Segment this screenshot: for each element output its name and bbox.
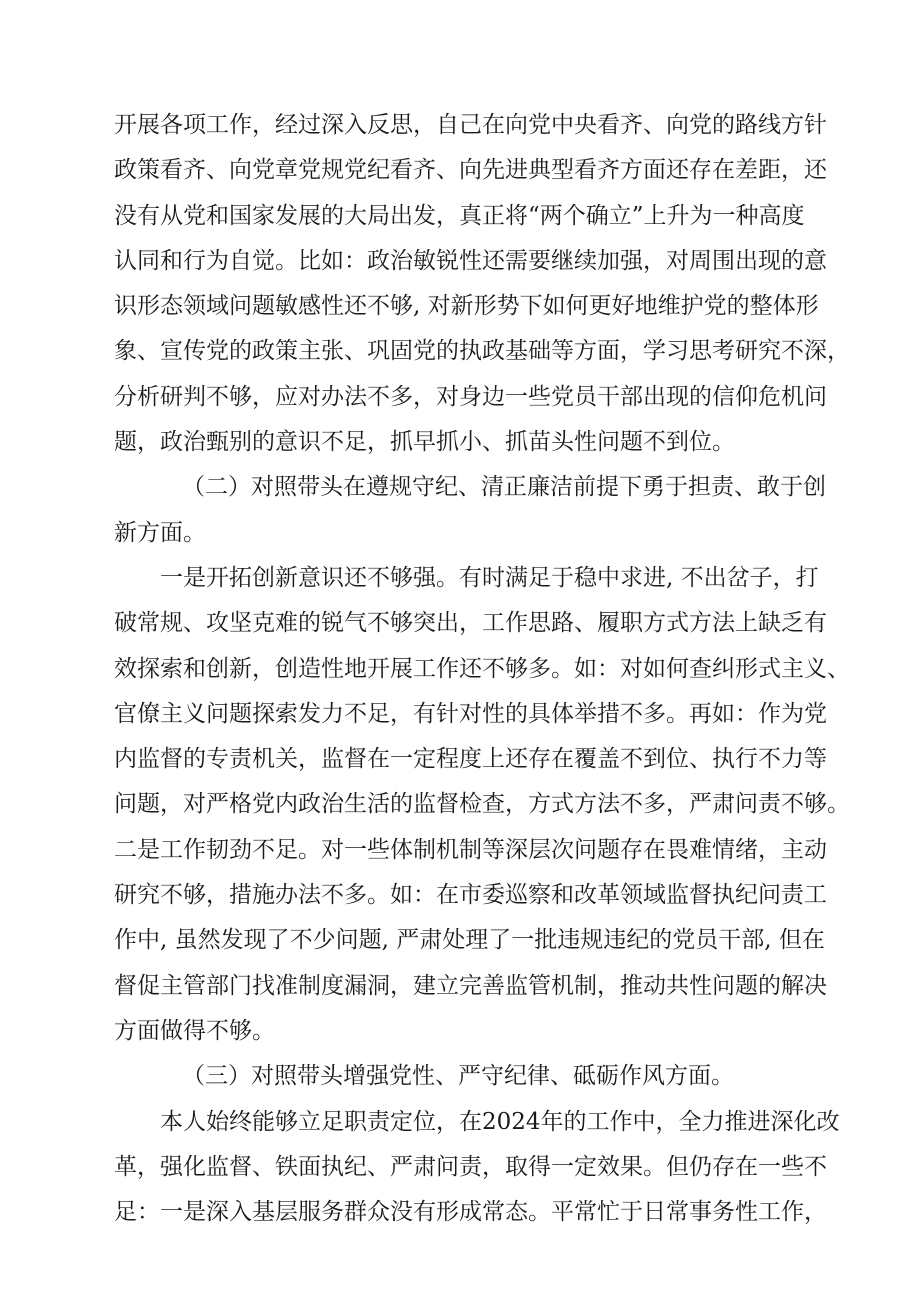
text-line: 象、宣传党的政策主张、巩固党的执政基础等方面，学习思考研究不深，: [114, 338, 850, 365]
text-line: 没有从党和国家发展的大局出发，真正将“两个确立”上升为一种高度: [114, 202, 805, 229]
text-line: 二是工作韧劲不足。对一些体制机制等深层次问题存在畏难情绪，主动: [114, 836, 827, 863]
section-heading: （二）对照带头在遵规守纪、清正廉洁前提下勇于担责、敢于创: [182, 474, 826, 501]
text-line: 效探索和创新，创造性地开展工作还不够多。如：对如何查纠形式主义、: [114, 655, 850, 682]
section-heading-continued: 新方面。: [114, 519, 206, 546]
section-heading: （三）对照带头增强党性、严守纪律、砥砺作风方面。: [182, 1063, 734, 1090]
document-body: [114, 103, 850, 1235]
text-line: 认同和行为自觉。比如：政治敏锐性还需要继续加强，对周围出现的意: [114, 247, 827, 274]
text-line: 题，政治甄别的意识不足，抓早抓小、抓苗头性问题不到位。: [114, 429, 735, 456]
text-line: 内监督的专责机关，监督在一定程度上还存在覆盖不到位、执行不力等: [114, 746, 827, 773]
text-line: 足：一是深入基层服务群众没有形成常态。平常忙于日常事务性工作，: [114, 1199, 827, 1226]
text-line: 研究不够，措施办法不多。如：在市委巡察和改革领域监督执纪问责工: [114, 882, 827, 909]
paragraph-start: 一是开拓创新意识还不够强。有时满足于稳中求进, 不出岔子，打: [160, 564, 819, 591]
text-line: 官僚主义问题探索发力不足，有针对性的具体举措不多。再如：作为党: [114, 700, 827, 727]
text-line: 方面做得不够。: [114, 1017, 275, 1044]
text-line: 政策看齐、向党章党规党纪看齐、向先进典型看齐方面还存在差距，还: [114, 157, 827, 184]
text-line: 督促主管部门找准制度漏洞，建立完善监管机制，推动共性问题的解决: [114, 972, 827, 999]
text-line: 革，强化监督、铁面执纪、严肃问责，取得一定效果。但仍存在一些不: [114, 1153, 827, 1180]
text-line: 作中, 虽然发现了不少问题, 严肃处理了一批违规违纪的党员干部, 但在: [114, 927, 825, 954]
text-line: 识形态领域问题敏感性还不够, 对新形势下如何更好地维护党的整体形: [114, 293, 819, 320]
paragraph-start: 本人始终能够立足职责定位，在2024年的工作中，全力推进深化改: [160, 1108, 840, 1135]
text-line: 问题，对严格党内政治生活的监督检查，方式方法不多，严肃问责不够。: [114, 791, 850, 818]
text-line: 开展各项工作，经过深入反思，自己在向党中央看齐、向党的路线方针: [114, 112, 827, 138]
text-line: 破常规、攻坚克难的锐气不够突出，工作思路、履职方式方法上缺乏有: [114, 610, 827, 637]
text-line: 分析研判不够，应对办法不多，对身边一些党员干部出现的信仰危机问: [114, 383, 827, 410]
